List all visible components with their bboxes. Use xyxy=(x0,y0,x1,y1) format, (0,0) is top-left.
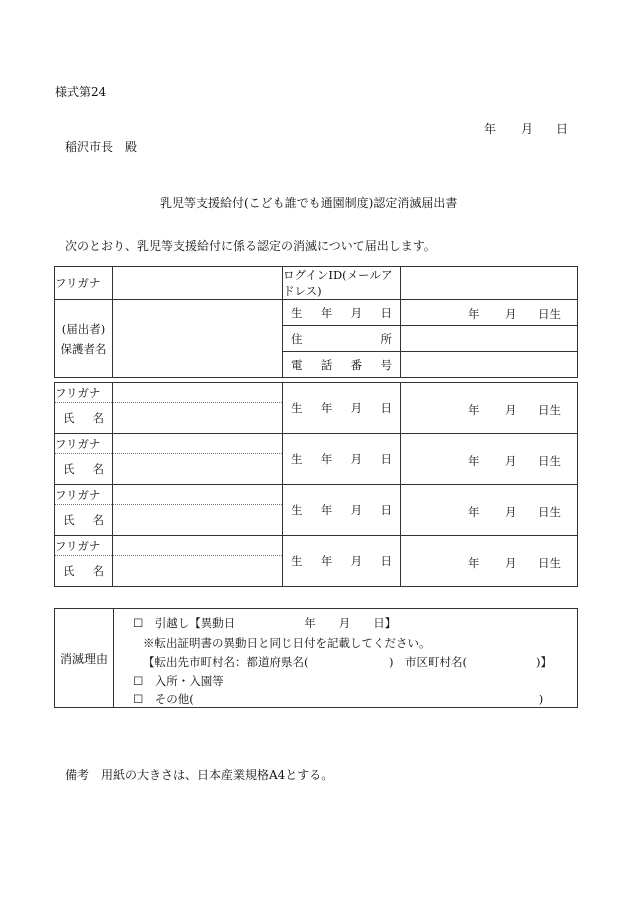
date-day: 日生 xyxy=(538,454,561,468)
child-name-label xyxy=(55,556,113,587)
child-name-label xyxy=(55,505,113,536)
reason-destination[interactable]: 【転出先市町村名：都道府県名( ) 市区町村名( )】 xyxy=(143,655,552,669)
label-char: 所 xyxy=(380,331,392,346)
child-name-field[interactable] xyxy=(113,454,283,485)
children-table xyxy=(54,382,578,587)
login-id-label: ログインID(メールアドレス) xyxy=(283,267,401,300)
label-char: 月 xyxy=(350,305,363,320)
date-day: 日 xyxy=(556,122,569,136)
date-year: 年 xyxy=(468,556,480,570)
label-char: 名 xyxy=(92,513,104,527)
label-char: 生 xyxy=(291,503,303,517)
address-label xyxy=(283,326,401,352)
label-char: 月 xyxy=(350,503,363,517)
reason-label: 消滅理由 xyxy=(59,651,108,666)
label-char: 月 xyxy=(350,452,363,466)
child-furigana-field[interactable] xyxy=(113,434,283,454)
guardian-name-field[interactable] xyxy=(113,300,283,378)
label-char: 生 xyxy=(291,554,303,568)
intro-text: 次のとおり、乳児等支援給付に係る認定の消滅について届出します。 xyxy=(65,239,436,253)
label-char: 年 xyxy=(320,554,333,568)
applicant-birthdate-field[interactable] xyxy=(401,300,578,326)
date-month: 月 xyxy=(505,505,517,519)
label-char: 氏 xyxy=(63,462,75,476)
date-year: 年 xyxy=(468,403,480,417)
date-month: 月 xyxy=(505,307,517,321)
child-birthdate-label xyxy=(283,434,401,485)
label-char: 名 xyxy=(92,564,104,578)
address-field[interactable] xyxy=(401,326,578,352)
label-char: 年 xyxy=(320,401,333,415)
phone-label xyxy=(283,352,401,378)
label-char: 号 xyxy=(380,357,392,372)
label-char: 年 xyxy=(320,503,333,517)
date-month: 月 xyxy=(505,454,517,468)
child-furigana-label: フリガナ xyxy=(55,485,113,505)
form-number: 様式第24 xyxy=(55,85,107,99)
child-furigana-label: フリガナ xyxy=(55,536,113,556)
child-furigana-label: フリガナ xyxy=(55,383,113,403)
child-furigana-label: フリガナ xyxy=(55,434,113,454)
date-year: 年 xyxy=(484,122,497,136)
label-char: 日 xyxy=(380,452,392,466)
remarks: 備考 用紙の大きさは、日本産業規格A4とする。 xyxy=(65,768,334,782)
reason-note: ※転出証明書の異動日と同じ日付を記載してください。 xyxy=(143,636,431,650)
date-month: 月 xyxy=(521,122,534,136)
child-name-field[interactable] xyxy=(113,556,283,587)
addressee: 稲沢市長 殿 xyxy=(65,140,138,154)
date-month: 月 xyxy=(505,403,517,417)
notifier-label: (届出者) xyxy=(61,321,106,336)
child-furigana-field[interactable] xyxy=(113,383,283,403)
label-char: 年 xyxy=(320,452,333,466)
reason-label-cell xyxy=(55,609,114,707)
phone-field[interactable] xyxy=(401,352,578,378)
label-char: 名 xyxy=(92,462,104,476)
reason-box xyxy=(54,608,578,708)
label-char: 名 xyxy=(92,411,104,425)
date-month: 月 xyxy=(505,556,517,570)
reason-move-checkbox[interactable]: ☐ 引越し【異動日 年 月 日】 xyxy=(133,616,397,630)
label-char: 生 xyxy=(291,305,303,320)
child-birthdate-field[interactable] xyxy=(401,485,578,536)
login-id-field[interactable] xyxy=(401,267,578,300)
label-char: 日 xyxy=(380,401,392,415)
child-furigana-field[interactable] xyxy=(113,485,283,505)
label-char: 月 xyxy=(350,401,363,415)
label-char: 年 xyxy=(320,305,333,320)
applicant-birthdate-label xyxy=(283,300,401,326)
label-char: 日 xyxy=(380,554,392,568)
label-char: 日 xyxy=(380,503,392,517)
child-furigana-field[interactable] xyxy=(113,536,283,556)
label-char: 番 xyxy=(350,357,363,372)
child-birthdate-label xyxy=(283,383,401,434)
child-name-label xyxy=(55,403,113,434)
date-day: 日生 xyxy=(538,403,561,417)
guardian-label: 保護者名 xyxy=(60,341,107,356)
child-birthdate-field[interactable] xyxy=(401,383,578,434)
label-char: 氏 xyxy=(63,411,75,425)
applicant-furigana-label: フリガナ xyxy=(55,267,113,300)
label-char: 日 xyxy=(380,305,392,320)
child-name-field[interactable] xyxy=(113,505,283,536)
label-char: 氏 xyxy=(63,564,75,578)
date-year: 年 xyxy=(468,505,480,519)
reason-admission-checkbox[interactable]: ☐ 入所・入園等 xyxy=(133,674,224,688)
label-char: 生 xyxy=(291,452,303,466)
child-name-label xyxy=(55,454,113,485)
child-birthdate-field[interactable] xyxy=(401,434,578,485)
label-char: 住 xyxy=(291,331,303,346)
guardian-label-cell xyxy=(55,300,113,378)
label-char: 氏 xyxy=(63,513,75,527)
date-day: 日生 xyxy=(538,307,561,321)
applicant-furigana-field[interactable] xyxy=(113,267,283,300)
label-char: 話 xyxy=(320,357,333,372)
child-birthdate-field[interactable] xyxy=(401,536,578,587)
label-char: 月 xyxy=(350,554,363,568)
date-day: 日生 xyxy=(538,505,561,519)
date-year: 年 xyxy=(468,454,480,468)
label-char: 生 xyxy=(291,401,303,415)
applicant-table xyxy=(54,266,578,378)
date-day: 日生 xyxy=(538,556,561,570)
child-birthdate-label xyxy=(283,485,401,536)
date-year: 年 xyxy=(468,307,480,321)
reason-other-checkbox[interactable]: ☐ その他( ) xyxy=(133,692,544,706)
child-name-field[interactable] xyxy=(113,403,283,434)
page-title: 乳児等支援給付(こども誰でも通園制度)認定消滅届出書 xyxy=(160,196,458,210)
child-birthdate-label xyxy=(283,536,401,587)
label-char: 電 xyxy=(291,357,303,372)
